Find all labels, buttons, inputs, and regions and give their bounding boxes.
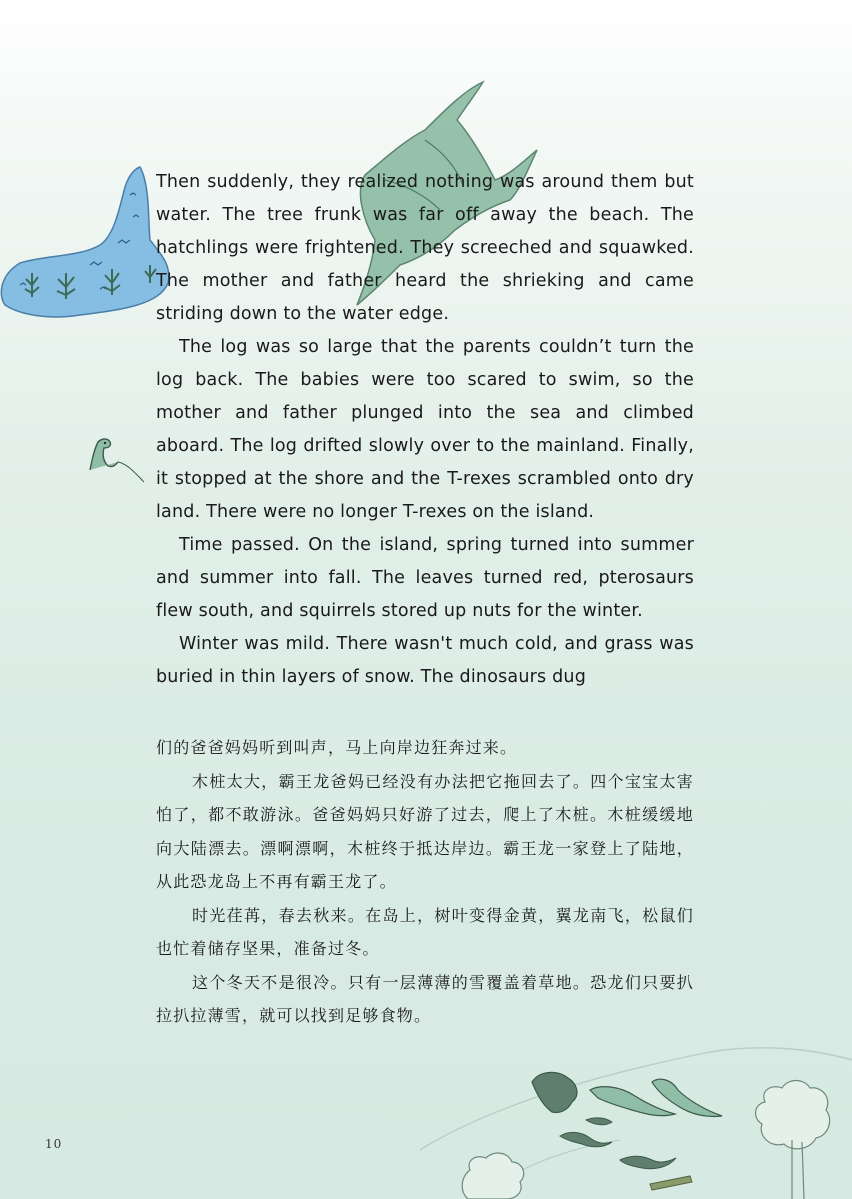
dinosaurs-trees-illustration — [420, 1040, 852, 1199]
english-paragraph-2: The log was so large that the parents couldn’t turn the log back. The babies were too scared to swim, so the mother and father plunged into the sea and climbed aboard. The log drifted slowly over to the mainland. Finally, it stopped at the shore and the T-rexes scrambled onto dry land. There were no longer T-rexes on the island. — [156, 337, 694, 522]
chinese-paragraph-3: 时光荏苒，春去秋来。在岛上，树叶变得金黄，翼龙南飞，松鼠们也忙着储存坚果，准备过冬。 — [156, 905, 694, 958]
chinese-paragraph-1: 们的爸爸妈妈听到叫声，马上向岸边狂奔过来。 — [156, 738, 518, 757]
english-paragraph-4: Winter was mild. There wasn't much cold, and grass was buried in thin layers of snow. The dinosaurs dug — [156, 634, 694, 687]
english-paragraph-3: Time passed. On the island, spring turned into summer and summer into fall. The leaves turned red, pterosaurs flew south, and squirrels stored up nuts for the winter. — [156, 535, 694, 621]
small-creature-illustration — [80, 432, 150, 492]
island-water-illustration — [0, 165, 175, 335]
english-paragraph-1: Then suddenly, they realized nothing was around them but water. The tree frunk was far off away the beach. The hatchlings were frightened. They screeched and squawked. The mother and father heard the shrieking and came striding down to the water edge. — [156, 172, 694, 324]
english-text — [156, 166, 694, 694]
page-number: 10 — [45, 1137, 63, 1151]
chinese-text — [156, 731, 694, 1033]
chinese-paragraph-2: 木桩太大，霸王龙爸妈已经没有办法把它拖回去了。四个宝宝太害怕了，都不敢游泳。爸爸妈妈只好游了过去，爬上了木桩。木桩缓缓地向大陆漂去。漂啊漂啊，木桩终于抵达岸边。霸王龙一家登上了陆地，从此恐龙岛上不再有霸王龙了。 — [156, 771, 694, 891]
chinese-paragraph-4: 这个冬天不是很冷。只有一层薄薄的雪覆盖着草地。恐龙们只要扒拉扒拉薄雪，就可以找到足够食物。 — [156, 972, 694, 1025]
